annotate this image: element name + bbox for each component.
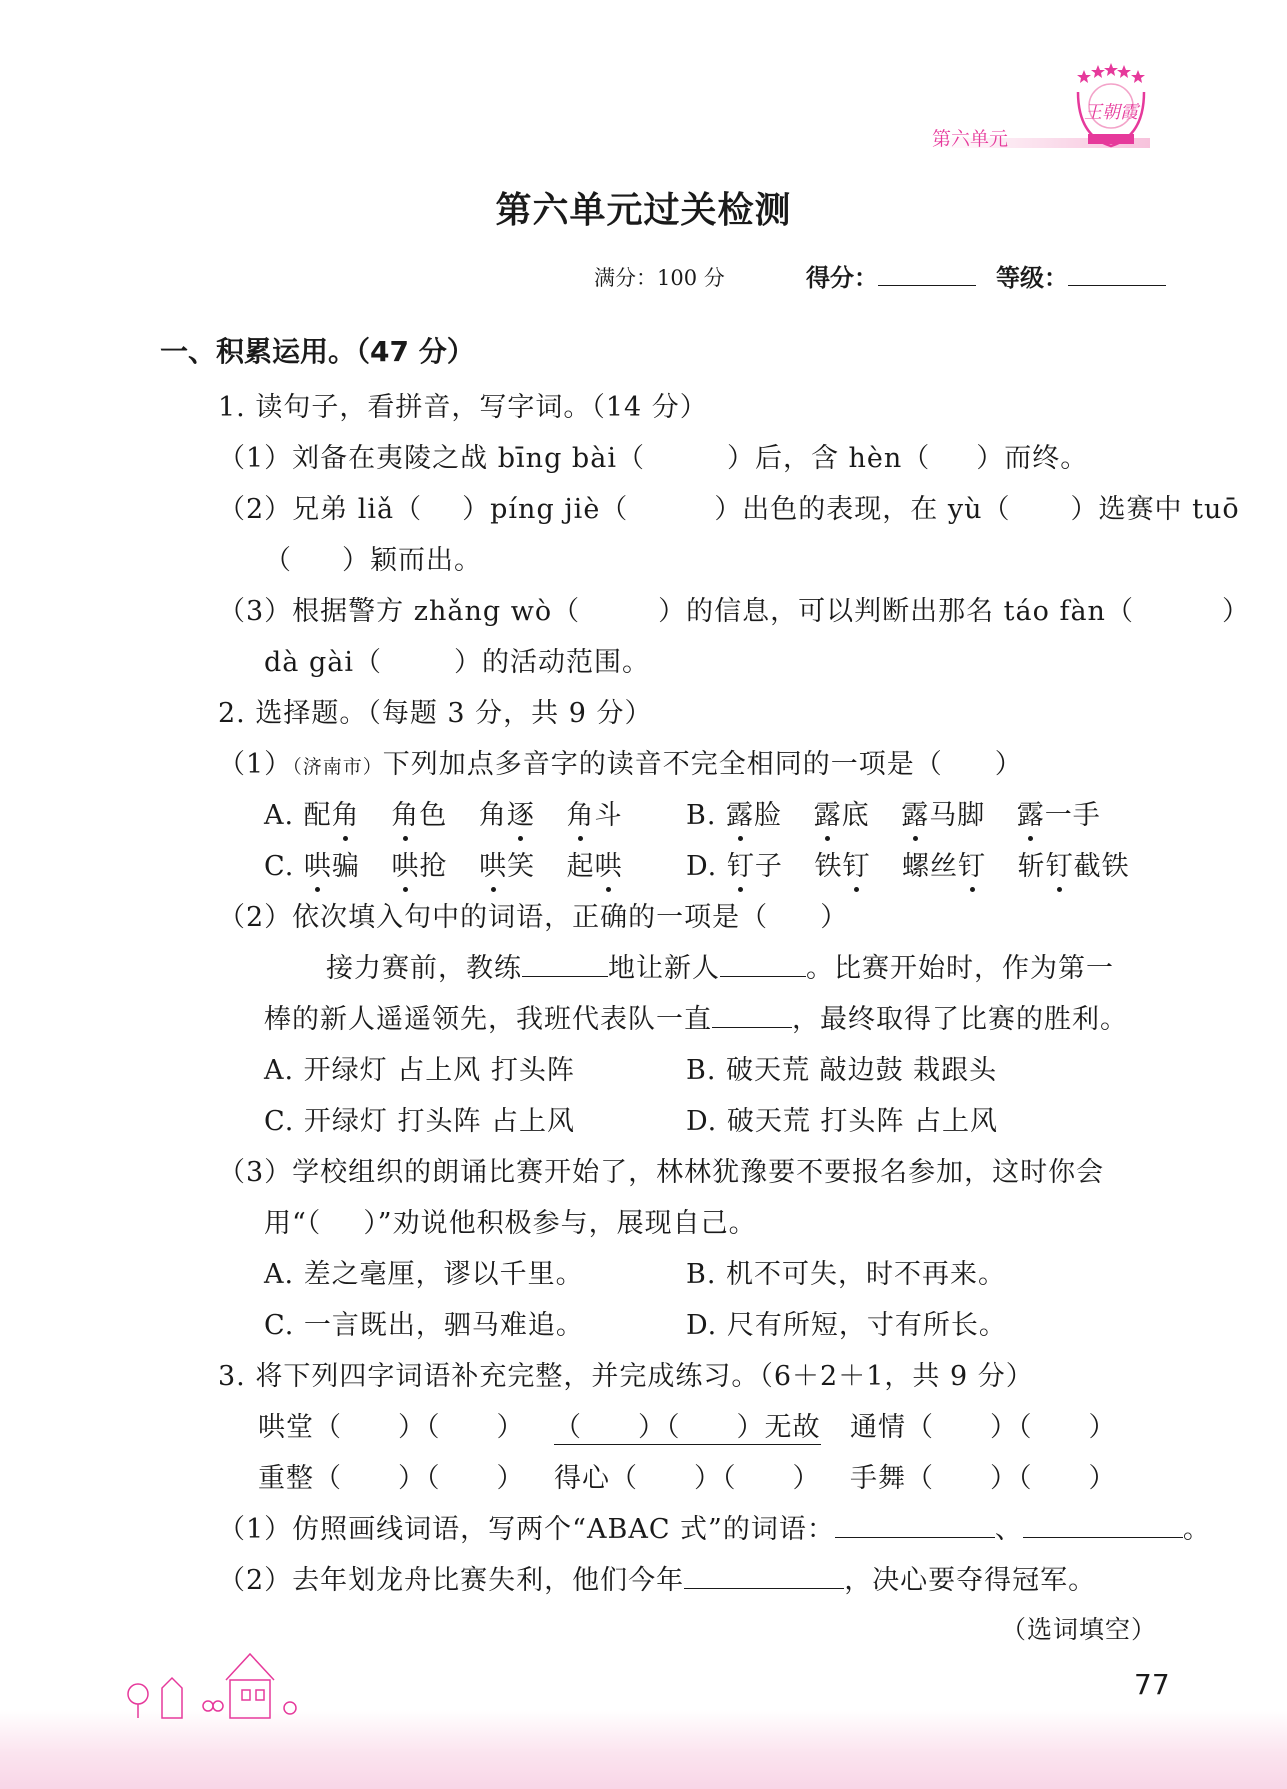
q2-sub3-line1: （3）学校组织的朗诵比赛开始了，林林犹豫要不要报名参加，这时你会	[218, 1157, 1105, 1188]
q2-sub1: （1）（济南市）下列加点多音字的读音不完全相同的一项是（ ）	[218, 749, 1023, 780]
logo-badge	[1070, 62, 1152, 150]
q1-line1: （1）刘备在夷陵之战 bīng bài（ ）后，含 hèn（ ）而终。	[218, 443, 1089, 474]
q3-word-3[interactable]: 通情（ ）（ ）	[850, 1412, 1117, 1443]
full-score: 满分：100 分	[594, 266, 725, 290]
section-heading: 一、积累运用。（47 分）	[160, 335, 475, 368]
fill-blank[interactable]	[1023, 1511, 1183, 1538]
fill-blank[interactable]	[835, 1511, 995, 1538]
score-blank[interactable]	[878, 259, 976, 286]
page-title: 第六单元过关检测	[495, 190, 792, 231]
footer-castle-icon	[118, 1640, 318, 1724]
q3-sub1: （1）仿照画线词语，写两个“ABAC 式”的词语： 、 。	[218, 1507, 1211, 1546]
q2-s1-option-b: B. 露脸 露底 露马脚 露一手	[686, 793, 1101, 832]
q3-sub2: （2）去年划龙舟比赛失利，他们今年 ，决心要夺得冠军。	[218, 1558, 1096, 1597]
unit-tag: 第六单元	[932, 128, 1009, 150]
q1-line3: （ ）颖而出。	[264, 545, 482, 576]
score-label: 得分：	[806, 258, 976, 293]
q2-sub3-line2: 用“（ ）”劝说他积极参与，展现自己。	[264, 1208, 757, 1239]
q1-line5: dà gài（ ）的活动范围。	[264, 647, 650, 678]
q2-s2-option-c: C. 开绿灯 打头阵 占上风	[264, 1106, 576, 1137]
q2-s1-option-a: A. 配角 角色 角逐 角斗	[264, 793, 622, 832]
q1-line2: （2）兄弟 liǎ（ ）píng jiè（ ）出色的表现，在 yù（ ）选赛中 tuō	[218, 494, 1240, 525]
q2-sub2: （2）依次填入句中的词语，正确的一项是（ ）	[218, 902, 849, 933]
fill-blank[interactable]	[522, 950, 608, 977]
page-number: 77	[1134, 1668, 1170, 1701]
q2-s3-option-a: A. 差之毫厘，谬以千里。	[264, 1259, 584, 1290]
q2-prompt: 2. 选择题。（每题 3 分，共 9 分）	[218, 698, 653, 729]
q3-word-4[interactable]: 重整（ ）（ ）	[258, 1463, 525, 1494]
q2-s3-option-b: B. 机不可失，时不再来。	[686, 1259, 1007, 1290]
q2-s1-option-d: D. 钉子 铁钉 螺丝钉 斩钉截铁	[686, 844, 1130, 883]
city-tag: （济南市）	[292, 756, 383, 778]
q3-word-6[interactable]: 手舞（ ）（ ）	[850, 1463, 1117, 1494]
fill-blank[interactable]	[684, 1562, 844, 1589]
fill-blank[interactable]	[712, 1001, 792, 1028]
q1-prompt: 1. 读句子，看拼音，写字词。（14 分）	[218, 392, 708, 423]
q3-word-5[interactable]: 得心（ ）（ ）	[554, 1463, 821, 1494]
q3-word-2-underlined[interactable]: （ ）（ ）无故	[554, 1405, 821, 1445]
q1-line4: （3）根据警方 zhǎng wò（ ）的信息，可以判断出那名 táo fàn（ ）	[218, 596, 1250, 627]
q2-s2-passage-1: 接力赛前，教练 地让新人 。比赛开始时，作为第一	[326, 946, 1114, 985]
q2-s2-passage-2: 棒的新人遥遥领先，我班代表队一直 ，最终取得了比赛的胜利。	[264, 997, 1128, 1036]
q2-s2-option-d: D. 破天荒 打头阵 占上风	[686, 1106, 999, 1137]
grade-blank[interactable]	[1068, 259, 1166, 286]
q3-prompt: 3. 将下列四字词语补充完整，并完成练习。（6＋2＋1，共 9 分）	[218, 1361, 1034, 1392]
q2-s3-option-c: C. 一言既出，驷马难追。	[264, 1310, 584, 1341]
q2-s1-option-c: C. 哄骗 哄抢 哄笑 起哄	[264, 844, 623, 883]
q3-note: （选词填空）	[1000, 1615, 1157, 1644]
grade-label: 等级：	[996, 258, 1166, 293]
q2-s2-option-b: B. 破天荒 敲边鼓 栽跟头	[686, 1055, 998, 1086]
q2-s2-option-a: A. 开绿灯 占上风 打头阵	[264, 1055, 575, 1086]
logo-text: 王朝霞	[1084, 102, 1138, 123]
q2-s3-option-d: D. 尺有所短，寸有所长。	[686, 1310, 1007, 1341]
q3-word-1[interactable]: 哄堂（ ）（ ）	[258, 1412, 525, 1443]
fill-blank[interactable]	[720, 950, 806, 977]
